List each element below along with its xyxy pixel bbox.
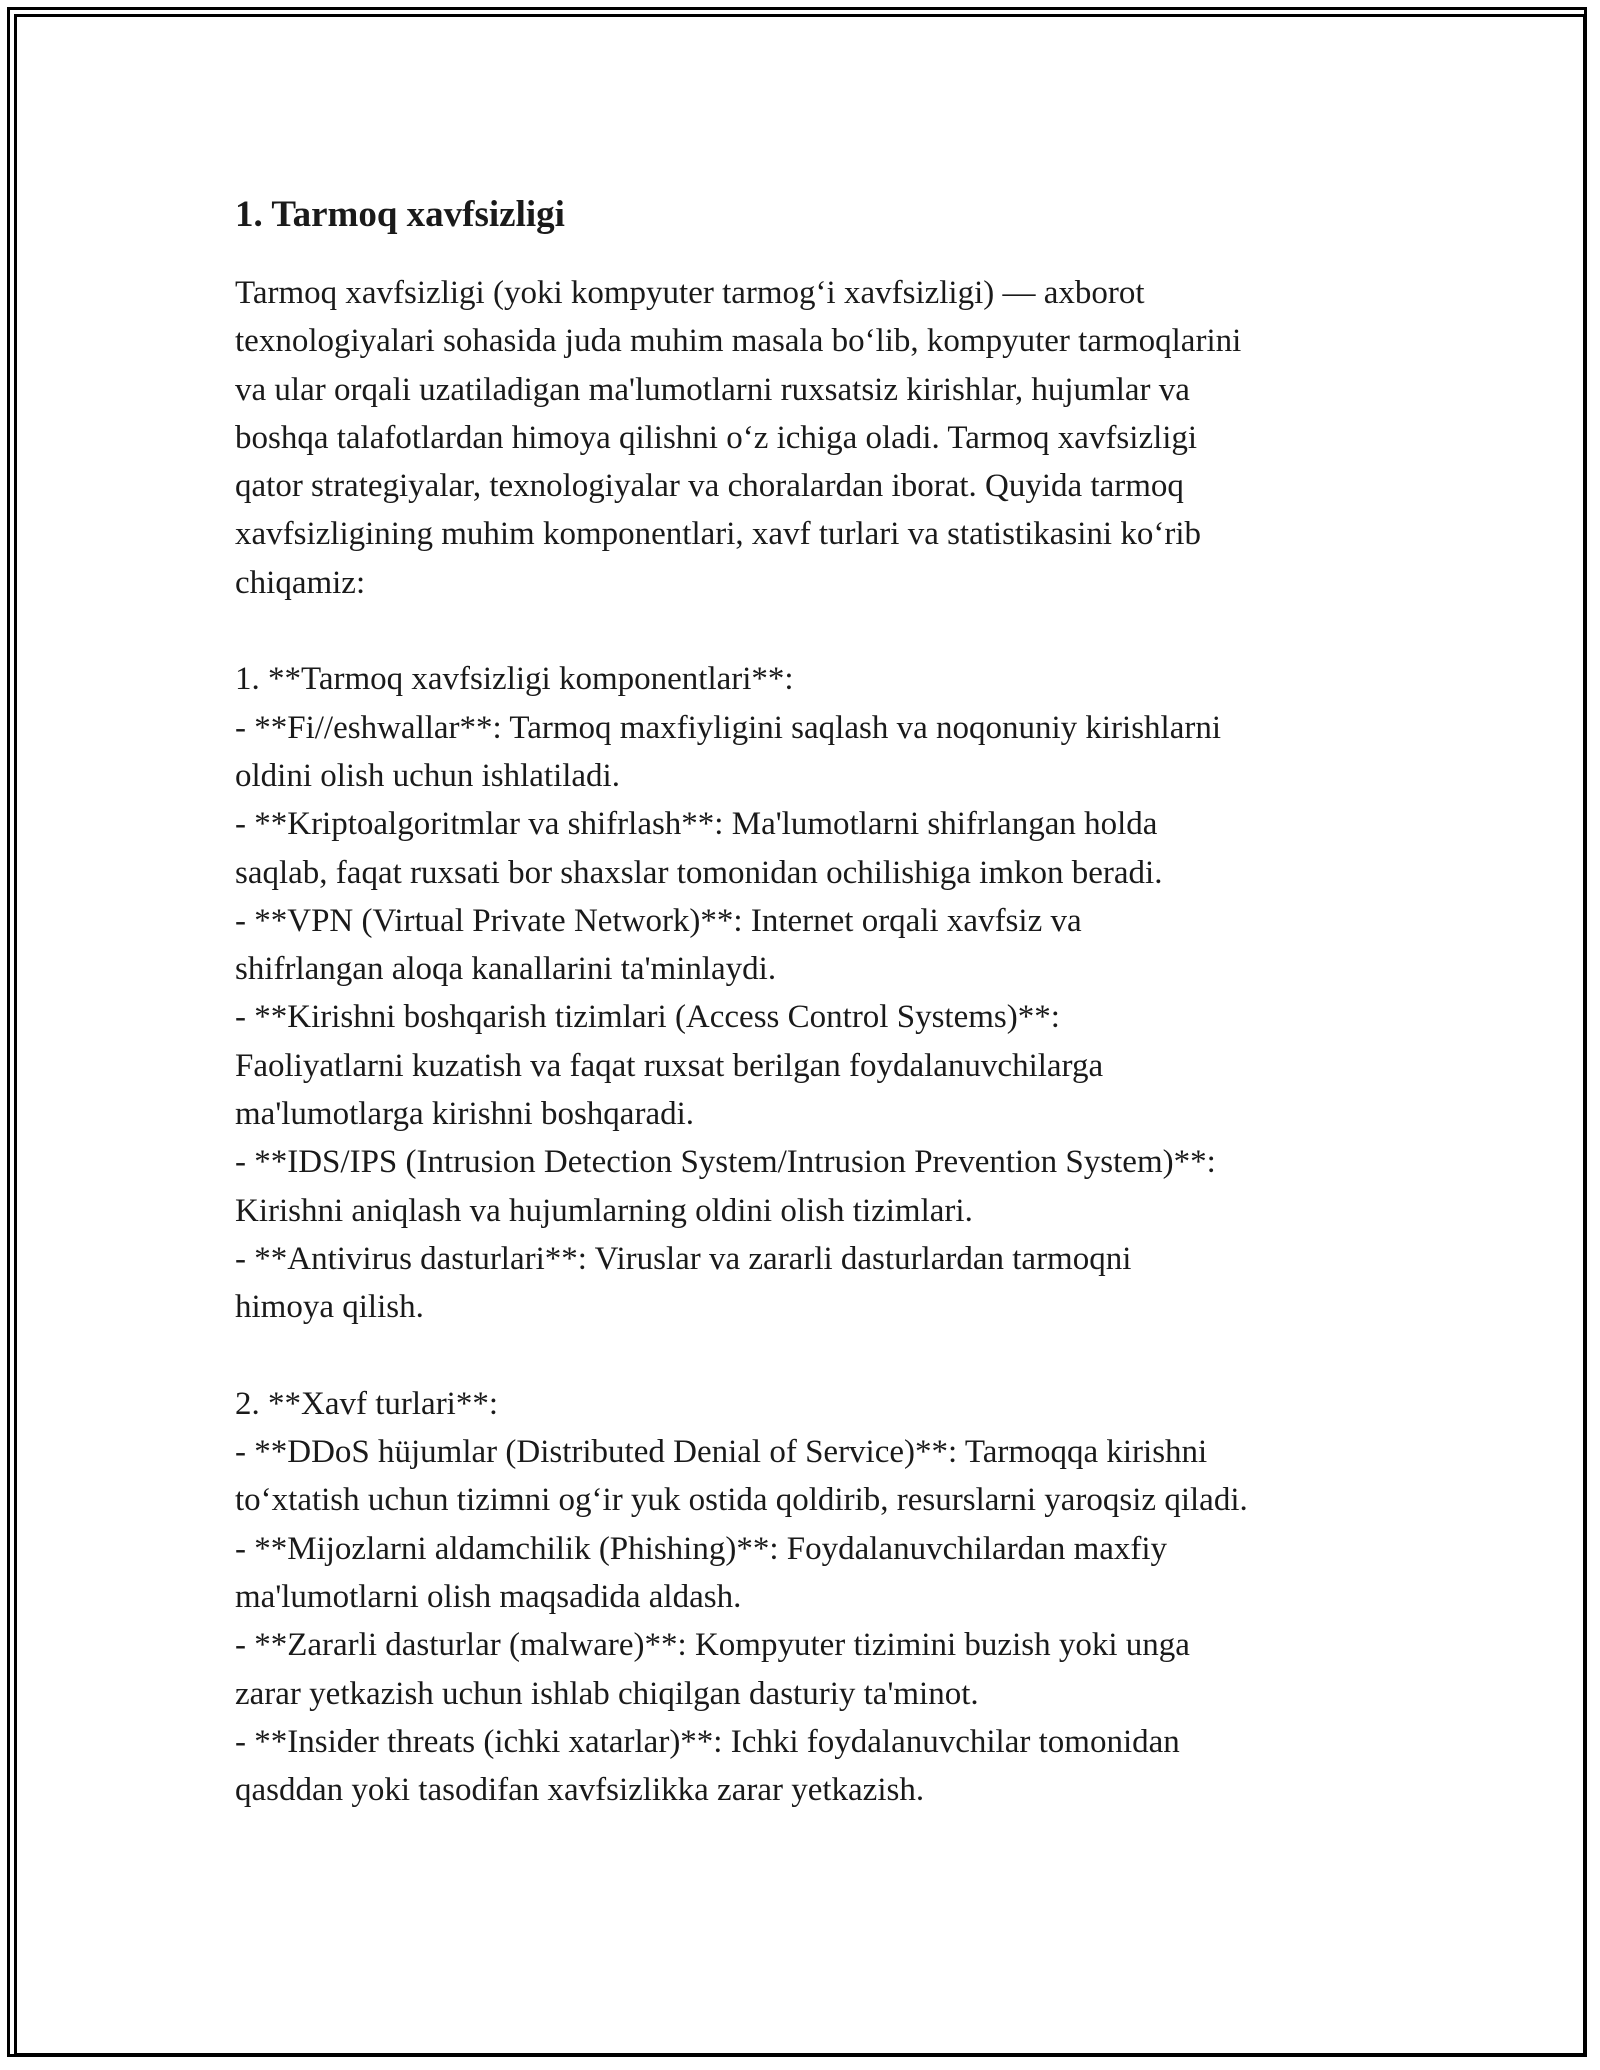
document-body: Tarmoq xavfsizligi (yoki kompyuter tarmog‘i xavfsizligi) — axborot texnologiyalari sohasida juda muhim masala bo‘lib, kompyuter tarmoqlarini va ular orqali uzatiladigan ma'lumotlarni ruxsatsiz kirishlar, hujumlar va boshqa talafotlardan himoya qilishni o‘z ichiga oladi. Tarmoq xavfsizligi qator strategiyalar, texnologiyalar va choralardan iborat. Quyida tarmoq xavfsizligining muhim komponentlari, xavf turlari va statistikasini ko‘rib chiqamiz: 1. **Tarmoq xavfsizligi komponentlari**: - **Fi//eshwallar**: Tarmoq maxfiyligini saqlash va noqonuniy kirishlarni oldini olish uchun ishlatiladi. - **Kriptoalgoritmlar va shifrlash**: Ma'lumotlarni shifrlangan holda saqlab, faqat ruxsati bor shaxslar tomonidan ochilishiga imkon beradi. - **VPN (Virtual Private Network)**: Internet orqali xavfsiz va shifrlangan aloqa kanallarini ta'minlaydi. - **Kirishni boshqarish tizimlari (Access Control Systems)**: Faoliyatlarni kuzatish va faqat ruxsat berilgan foydalanuvchilarga ma'lumotlarga kirishni boshqaradi. - **IDS/IPS (Intrusion Detection System/Intrusion Prevention System)**: Kirishni aniqlash va hujumlarning oldini olish tizimlari. - **Antivirus dasturlari**: Viruslar va zararli dasturlardan tarmoqni himoya qilish. 2. **Xavf turlari**: - **DDoS hüjumlar (Distributed Denial of Service)**: Tarmoqqa kirishni to‘xtatish uchun tizimni og‘ir yuk ostida qoldirib, resurslarni yaroqsiz qiladi. - **Mijozlarni aldamchilik (Phishing)**: Foydalanuvchilardan maxfiy ma'lumotlarni olish maqsadida aldash. - **Zararli dasturlar (malware)**: Kompyuter tizimini buzish yoki unga zarar yetkazish uchun ishlab chiqilgan dasturiy ta'minot. - **Insider threats (ichki xatarlar)**: Ichki foydalanuvchilar tomonidan qasddan yoki tasodifan xavfsizlikka zarar yetkazish. (235, 275, 1248, 1809)
document-content (235, 185, 1375, 1815)
section-heading: 1. Tarmoq xavfsizligi (235, 194, 565, 235)
